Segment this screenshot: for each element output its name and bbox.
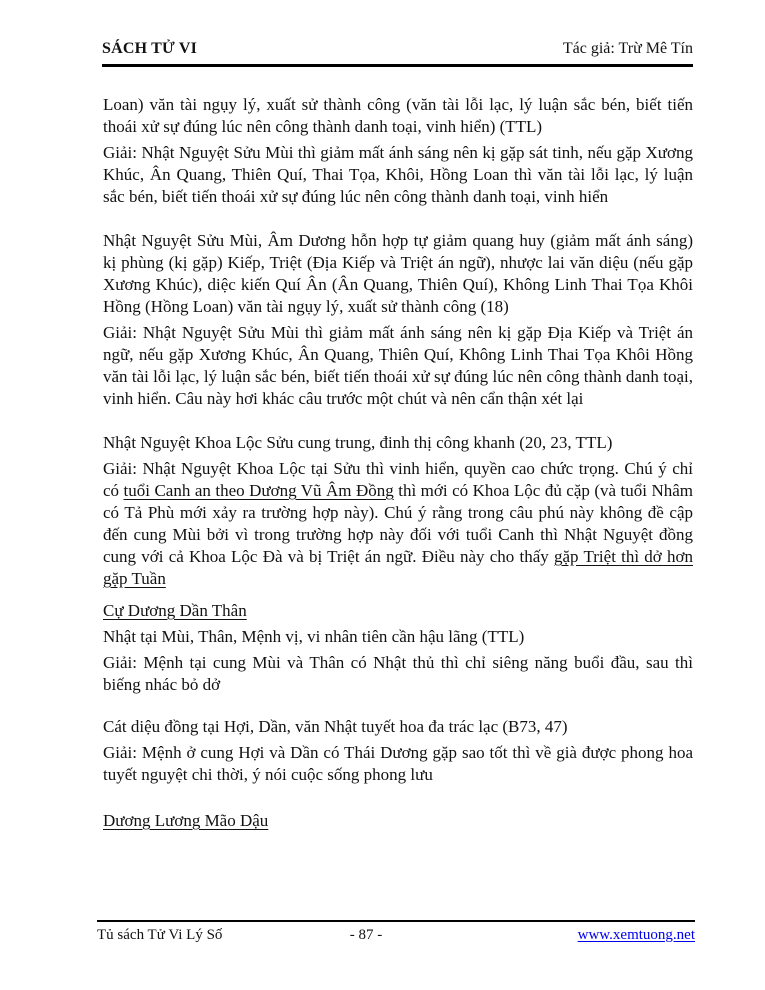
paragraph-phu-khoa-loc: Nhật Nguyệt Khoa Lộc Sửu cung trung, đinh thị công khanh (20, 23, TTL) <box>103 433 613 452</box>
paragraph-giai-3 <box>103 458 693 590</box>
page-number: - 87 - <box>349 927 383 943</box>
paragraph-phu-nhat-tai-mui: Nhật tại Mùi, Thân, Mệnh vị, vi nhân tiên cần hậu lãng (TTL) <box>103 627 525 646</box>
book-title: SÁCH TỬ VI <box>102 40 198 57</box>
page-body <box>103 94 693 836</box>
section-heading-cu-duong-dan-than: Cự Dương Dần Thân <box>103 601 247 620</box>
paragraph-giai-5: Giải: Mệnh ở cung Hợi và Dần có Thái Dương gặp sao tốt thì về già được phong hoa tuyết nguyệt chi thời, ý nói cuộc sống phong lưu <box>103 743 693 784</box>
paragraph-continuation: Loan) văn tài ngụy lý, xuất sử thành công (văn tài lỗi lạc, lý luận sắc bén, biết tiến thoái xử sự đúng lúc nên công thành danh toại, vinh hiển) (TTL) <box>103 95 693 136</box>
website-link[interactable]: www.xemtuong.net <box>577 927 695 943</box>
footer-link-cell <box>516 927 695 944</box>
page-footer <box>97 920 695 944</box>
paragraph-phu-cat-dieu: Cát diệu đồng tại Hợi, Dần, văn Nhật tuyết hoa đa trác lạc (B73, 47) <box>103 717 568 736</box>
paragraph-giai-1: Giải: Nhật Nguyệt Sửu Mùi thì giảm mất ánh sáng nên kị gặp sát tinh, nếu gặp Xương Khúc, Ân Quang, Thiên Quí, Thai Tọa, Khôi, Hồng Loan thì văn tài lỗi lạc, lý luận sắc bén, biết tiến thoái xử sự đúng lúc nên công thành danh toại, vinh hiển <box>103 143 693 206</box>
underlined-phrase-gap-triet: gặp Triệt thì dở hơn gặp Tuần <box>103 547 693 588</box>
text-run: thì mới có Khoa Lộc đủ cặp (và tuổi Nhâm có Tả Phù mới xảy ra trường hợp này). Chú ý rằng trong câu phú này không đề cập đến cung Mùi bởi vì trong trường hợp này đối với tuổi Canh thì Nhật Nguyệt đồng cung với cả Khoa Lộc Đà và bị Triệt án ngữ. Điều này cho thấy <box>103 481 694 566</box>
page-header <box>102 40 693 67</box>
text-run: Giải: Nhật Nguyệt Khoa Lộc tại Sửu thì vinh hiển, quyền cao chức trọng. Chú ý chỉ có <box>103 459 693 500</box>
footer-series-title: Tủ sách Tử Vi Lý Số <box>97 927 223 943</box>
section-heading-duong-luong-mao-dau: Dương Lương Mão Dậu <box>103 811 269 830</box>
paragraph-phu-nhat-nguyet: Nhật Nguyệt Sửu Mùi, Âm Dương hỗn hợp tự giảm quang huy (giảm mất ánh sáng) kị phùng (kị gặp) Kiếp, Triệt (Địa Kiếp và Triệt án ngữ), nhược lai văn diệu (nếu gặp Xương Khúc), diệc kiến Quí Ân (Ân Quang, Thiên Quí), Không Linh Thai Tọa Khôi Hồng (Hồng Loan) văn tài ngụy lý, xuất sử thành công (18) <box>103 231 693 316</box>
author-credit: Tác giả: Trừ Mê Tín <box>562 40 693 57</box>
underlined-phrase-tuoi-canh: tuổi Canh an theo Dương Vũ Âm Đồng <box>123 481 394 500</box>
paragraph-giai-2: Giải: Nhật Nguyệt Sửu Mùi thì giảm mất ánh sáng nên kị gặp Địa Kiếp và Triệt án ngữ, nếu gặp Xương Khúc, Ân Quang, Thiên Quí, Không Linh Thai Tọa Khôi Hồng văn tài lỗi lạc, lý luận sắc bén, biết tiến thoái xử sự đúng lúc nên công thành danh toại, vinh hiển. Câu này hơi khác câu trước một chút và nên cẩn thận xét lại <box>103 323 693 408</box>
paragraph-giai-4: Giải: Mệnh tại cung Mùi và Thân có Nhật thủ thì chỉ siêng năng buổi đầu, sau thì biếng nhác bỏ dở <box>103 653 693 694</box>
